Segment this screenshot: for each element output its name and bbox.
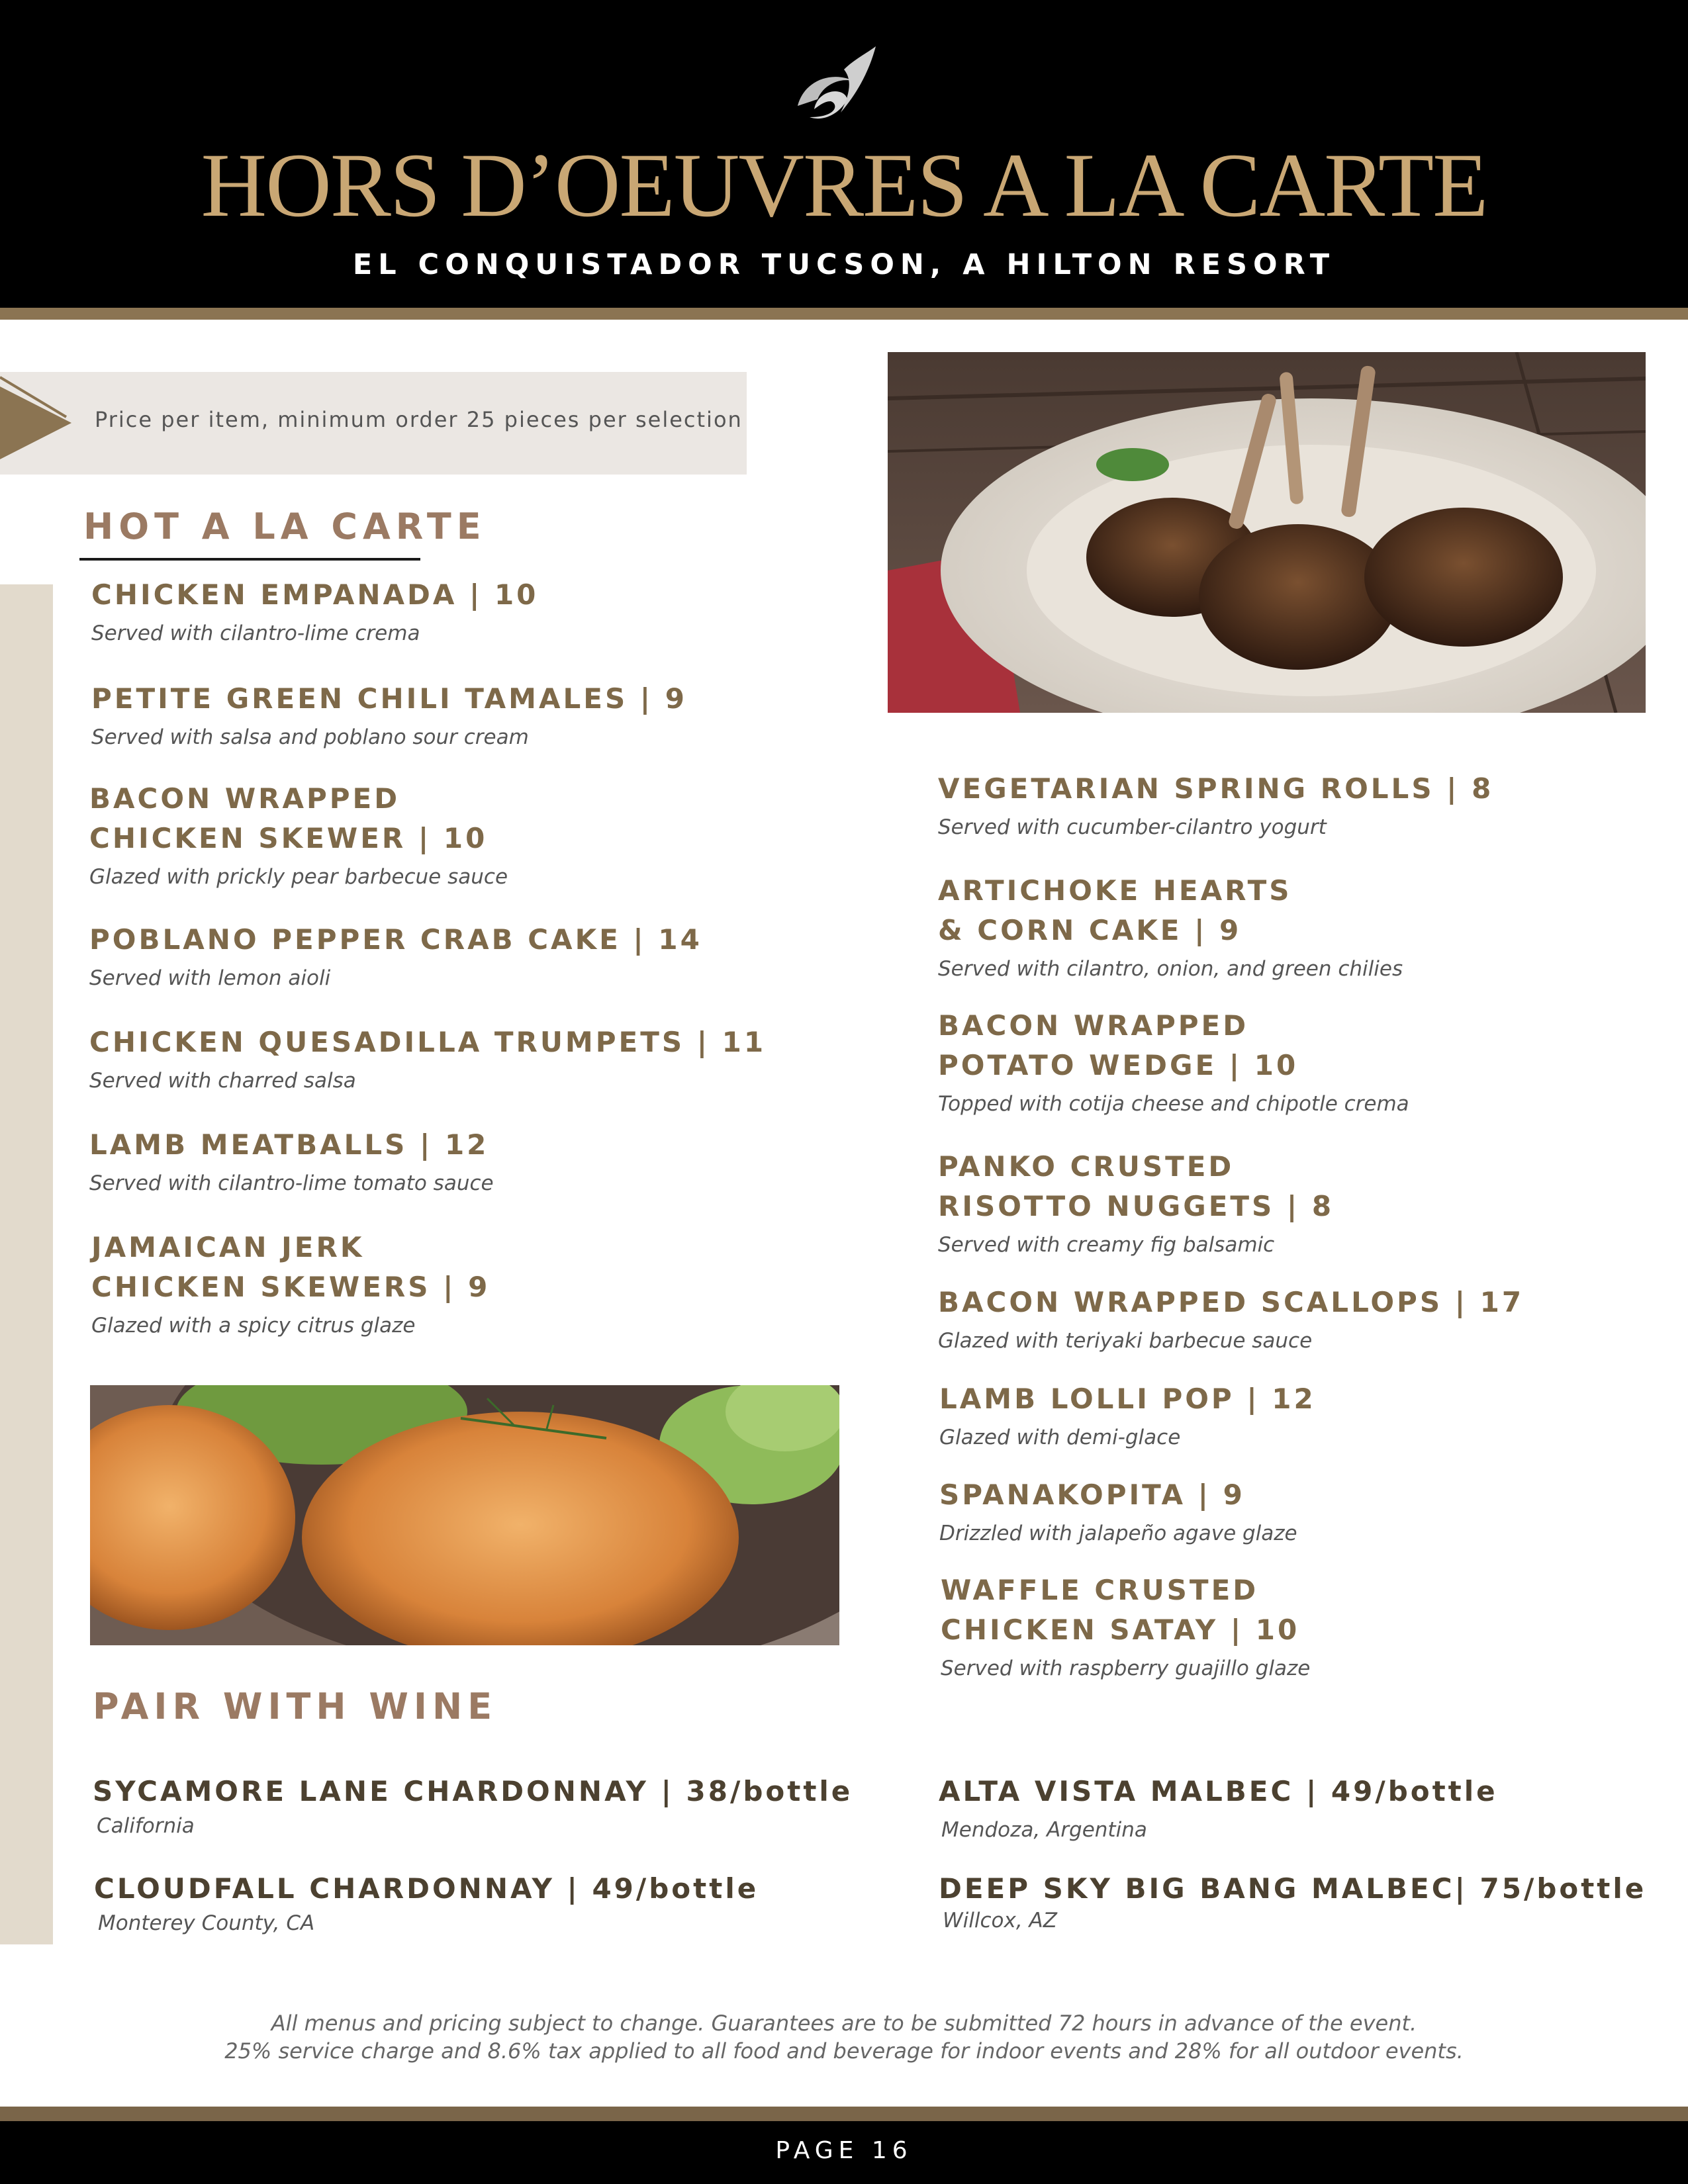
hot-section-title: HOT A LA CARTE — [83, 506, 487, 547]
wine-name: SYCAMORE LANE CHARDONNAY | 38/bottle — [93, 1775, 853, 1807]
item-description: Served with cucumber-cilantro yogurt — [938, 815, 1327, 839]
wine-name: ALTA VISTA MALBEC | 49/bottle — [939, 1775, 1498, 1807]
wine-item — [94, 1869, 855, 1938]
wine-item — [939, 1869, 1688, 1935]
item-description: Topped with cotija cheese and chipotle crema — [938, 1092, 1409, 1116]
footer-divider — [0, 2107, 1688, 2121]
item-name: VEGETARIAN SPRING ROLLS | 8 — [938, 772, 1494, 805]
item-name: CHICKEN QUESADILLA TRUMPETS | 11 — [89, 1026, 767, 1058]
menu-item — [91, 575, 853, 648]
wine-region: Willcox, AZ — [943, 1909, 1057, 1933]
wine-item — [93, 1772, 854, 1841]
page-number: PAGE 16 — [775, 2137, 913, 2164]
item-name: JAMAICAN JERK — [91, 1231, 365, 1263]
item-description: Served with charred salsa — [89, 1069, 356, 1093]
item-name: ARTICHOKE HEARTS — [938, 874, 1292, 907]
menu-item — [938, 769, 1688, 842]
item-description: Served with creamy fig balsamic — [938, 1233, 1275, 1257]
item-description: Glazed with a spicy citrus glaze — [91, 1314, 416, 1338]
decorative-side-bar — [0, 584, 53, 1944]
item-description: Glazed with demi-glace — [939, 1426, 1181, 1449]
item-name: LAMB LOLLI POP | 12 — [939, 1383, 1316, 1415]
menu-item — [89, 920, 851, 993]
menu-item — [941, 1570, 1688, 1683]
resort-name: EL CONQUISTADOR TUCSON, A HILTON RESORT — [352, 248, 1336, 281]
wine-section-title: PAIR WITH WINE — [93, 1686, 498, 1727]
item-description: Glazed with prickly pear barbecue sauce — [89, 865, 508, 889]
menu-item — [91, 679, 853, 752]
wine-region: Monterey County, CA — [98, 1911, 315, 1935]
menu-item — [938, 1283, 1688, 1355]
menu-item — [91, 1228, 853, 1340]
menu-item — [89, 779, 851, 891]
wine-item — [939, 1772, 1688, 1844]
item-description: Drizzled with jalapeño agave glaze — [939, 1522, 1297, 1545]
resort-leaf-logo-icon — [778, 43, 884, 132]
item-name: & CORN CAKE | 9 — [938, 914, 1242, 946]
notice-text: Price per item, minimum order 25 pieces per selection — [95, 407, 743, 432]
crab-cakes-photo — [90, 1385, 839, 1645]
item-name: POTATO WEDGE | 10 — [938, 1049, 1299, 1081]
header-divider — [0, 308, 1688, 320]
section-underline — [79, 558, 420, 561]
wine-region: Mendoza, Argentina — [941, 1818, 1147, 1842]
menu-item — [938, 1147, 1688, 1259]
item-name: CHICKEN SKEWERS | 9 — [91, 1271, 491, 1303]
footer-note: 25% service charge and 8.6% tax applied to all food and beverage for indoor events and 28% for all outdoor events. — [224, 2038, 1464, 2064]
menu-item — [939, 1379, 1688, 1452]
item-name: LAMB MEATBALLS | 12 — [89, 1128, 489, 1161]
item-description: Served with lemon aioli — [89, 966, 331, 990]
menu-item — [939, 1475, 1688, 1548]
item-name: CHICKEN EMPANADA | 10 — [91, 578, 539, 611]
item-name: RISOTTO NUGGETS | 8 — [938, 1190, 1335, 1222]
item-name: CHICKEN SKEWER | 10 — [89, 822, 488, 854]
item-name: BACON WRAPPED — [938, 1009, 1249, 1042]
item-name: BACON WRAPPED — [89, 782, 400, 815]
item-name: BACON WRAPPED SCALLOPS | 17 — [938, 1286, 1524, 1318]
item-name: WAFFLE CRUSTED — [941, 1574, 1259, 1606]
menu-item — [89, 1125, 851, 1198]
item-description: Glazed with teriyaki barbecue sauce — [938, 1329, 1313, 1353]
lamb-chops-photo — [888, 352, 1646, 713]
item-name: POBLANO PEPPER CRAB CAKE | 14 — [89, 923, 702, 956]
item-name: PETITE GREEN CHILI TAMALES | 9 — [91, 682, 687, 715]
item-name: CHICKEN SATAY | 10 — [941, 1614, 1300, 1646]
wine-name: CLOUDFALL CHARDONNAY | 49/bottle — [94, 1872, 759, 1905]
menu-item — [89, 1023, 851, 1095]
footer-note: All menus and pricing subject to change. Guarantees are to be submitted 72 hours in advance of the event. — [271, 2011, 1417, 2036]
menu-item — [938, 1006, 1688, 1118]
item-name: PANKO CRUSTED — [938, 1150, 1235, 1183]
item-description: Served with cilantro-lime crema — [91, 621, 420, 645]
item-description: Served with cilantro-lime tomato sauce — [89, 1171, 494, 1195]
item-description: Served with raspberry guajillo glaze — [941, 1657, 1311, 1680]
item-name: SPANAKOPITA | 9 — [939, 1479, 1245, 1511]
wine-name: DEEP SKY BIG BANG MALBEC| 75/bottle — [939, 1872, 1647, 1905]
item-description: Served with salsa and poblano sour cream — [91, 725, 529, 749]
wine-region: California — [97, 1814, 195, 1838]
page-title: HORS D’OEUVRES A LA CARTE — [201, 134, 1487, 236]
menu-item — [938, 871, 1688, 983]
arrow-right-icon — [0, 372, 73, 475]
item-description: Served with cilantro, onion, and green chilies — [938, 957, 1403, 981]
